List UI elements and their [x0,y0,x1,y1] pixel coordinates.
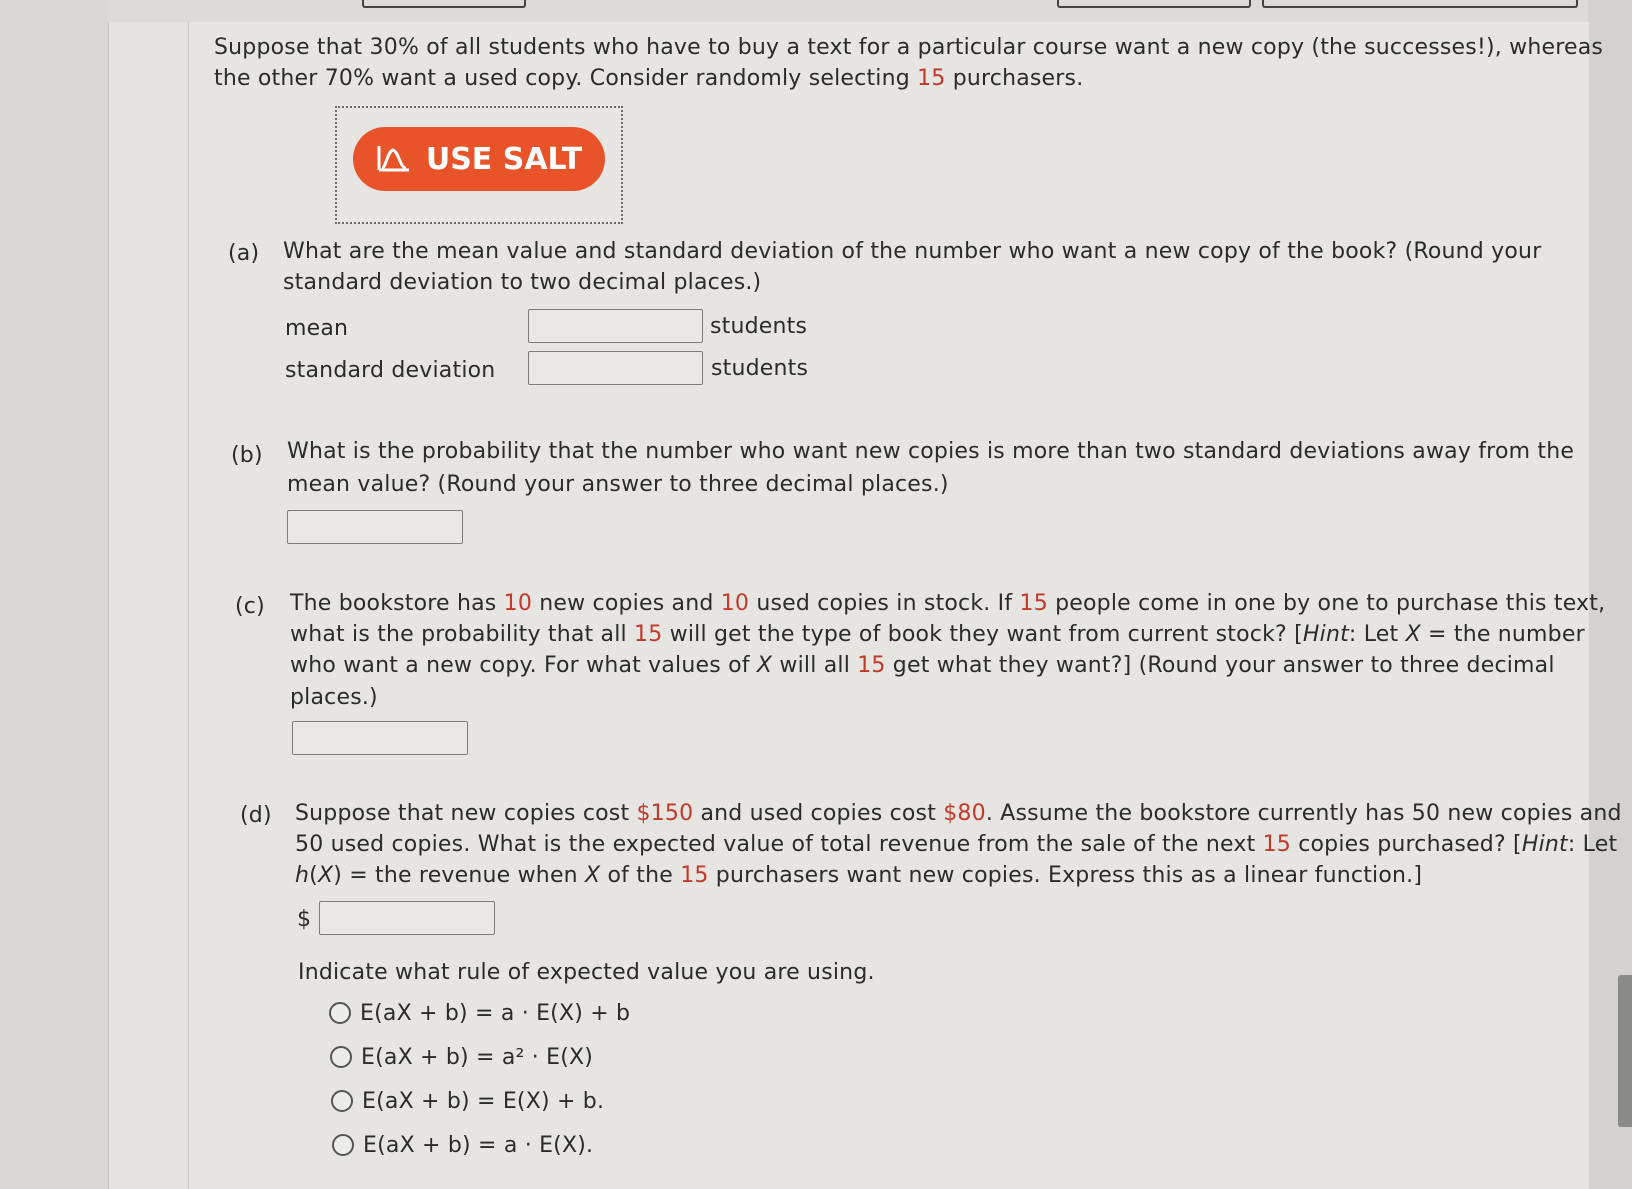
intro-line-2: the other 70% want a used copy. Consider randomly selecting 15 purchasers. [214,66,1084,91]
part-a-question-line-2: standard deviation to two decimal places.) [283,270,762,295]
mean-input[interactable] [528,309,703,343]
sd-label: standard deviation [285,358,496,383]
part-d-question-line-1: Suppose that new copies cost $150 and used copies cost $80. Assume the bookstore currently has 50 new copies and [295,801,1622,826]
part-d-question-line-3: h(X) = the revenue when X of the 15 purchasers want new copies. Express this as a linear function.] [295,863,1423,888]
intro-line-1: Suppose that 30% of all students who have to buy a text for a particular course want a new copy (the successes!), whereas [214,35,1604,60]
rule-option-4-radio[interactable] [332,1134,354,1156]
part-d-question-line-2: 50 used copies. What is the expected value of total revenue from the sale of the next 15 copies purchased? [Hint: Let [295,832,1618,857]
part-b-answer-input[interactable] [287,510,463,544]
rule-option-1-label[interactable]: E(aX + b) = a · E(X) + b [360,1001,631,1026]
top-tab[interactable] [1057,0,1251,8]
rule-option-2-radio[interactable] [330,1046,352,1068]
part-c-question-line-1: The bookstore has 10 new copies and 10 used copies in stock. If 15 people come in one by one to purchase this text, [290,591,1606,616]
part-a-question-line-1: What are the mean value and standard deviation of the number who want a new copy of the book? (Round your [283,239,1542,264]
part-c-tag: (c) [235,594,265,619]
part-c-question-line-3: who want a new copy. For what values of X will all 15 get what they want?] (Round your answer to three decimal [290,653,1555,678]
salt-chart-icon [376,142,412,176]
mean-unit: students [710,314,808,339]
rule-option-1-radio[interactable] [329,1002,351,1024]
use-salt-label: USE SALT [425,141,583,177]
rule-prompt: Indicate what rule of expected value you are using. [298,960,875,985]
part-c-question-line-2: what is the probability that all 15 will get the type of book they want from current stock? [Hint: Let X = the number [290,622,1585,647]
scrollbar-thumb[interactable] [1618,975,1632,1127]
part-b-question-line-1: What is the probability that the number who want new copies is more than two standard deviations away from the [287,439,1575,464]
rule-option-4-label[interactable]: E(aX + b) = a · E(X). [363,1133,594,1158]
top-tab[interactable] [362,0,526,8]
sd-input[interactable] [528,351,703,385]
use-salt-button[interactable] [353,127,605,191]
sd-unit: students [711,356,809,381]
left-gutter [0,0,108,1189]
rule-option-3-label[interactable]: E(aX + b) = E(X) + b. [362,1089,605,1114]
part-c-answer-input[interactable] [292,721,468,755]
mean-label: mean [285,316,349,341]
rule-option-3-radio[interactable] [331,1090,353,1112]
part-d-revenue-input[interactable] [319,901,495,935]
top-tab[interactable] [1262,0,1578,8]
part-c-question-line-4: places.) [290,685,378,710]
part-b-question-line-2: mean value? (Round your answer to three decimal places.) [287,472,949,497]
part-a-tag: (a) [228,241,260,266]
part-d-tag: (d) [240,803,272,828]
rule-option-2-label[interactable]: E(aX + b) = a² · E(X) [361,1045,594,1070]
part-b-tag: (b) [231,443,263,468]
currency-symbol: $ [297,907,312,932]
